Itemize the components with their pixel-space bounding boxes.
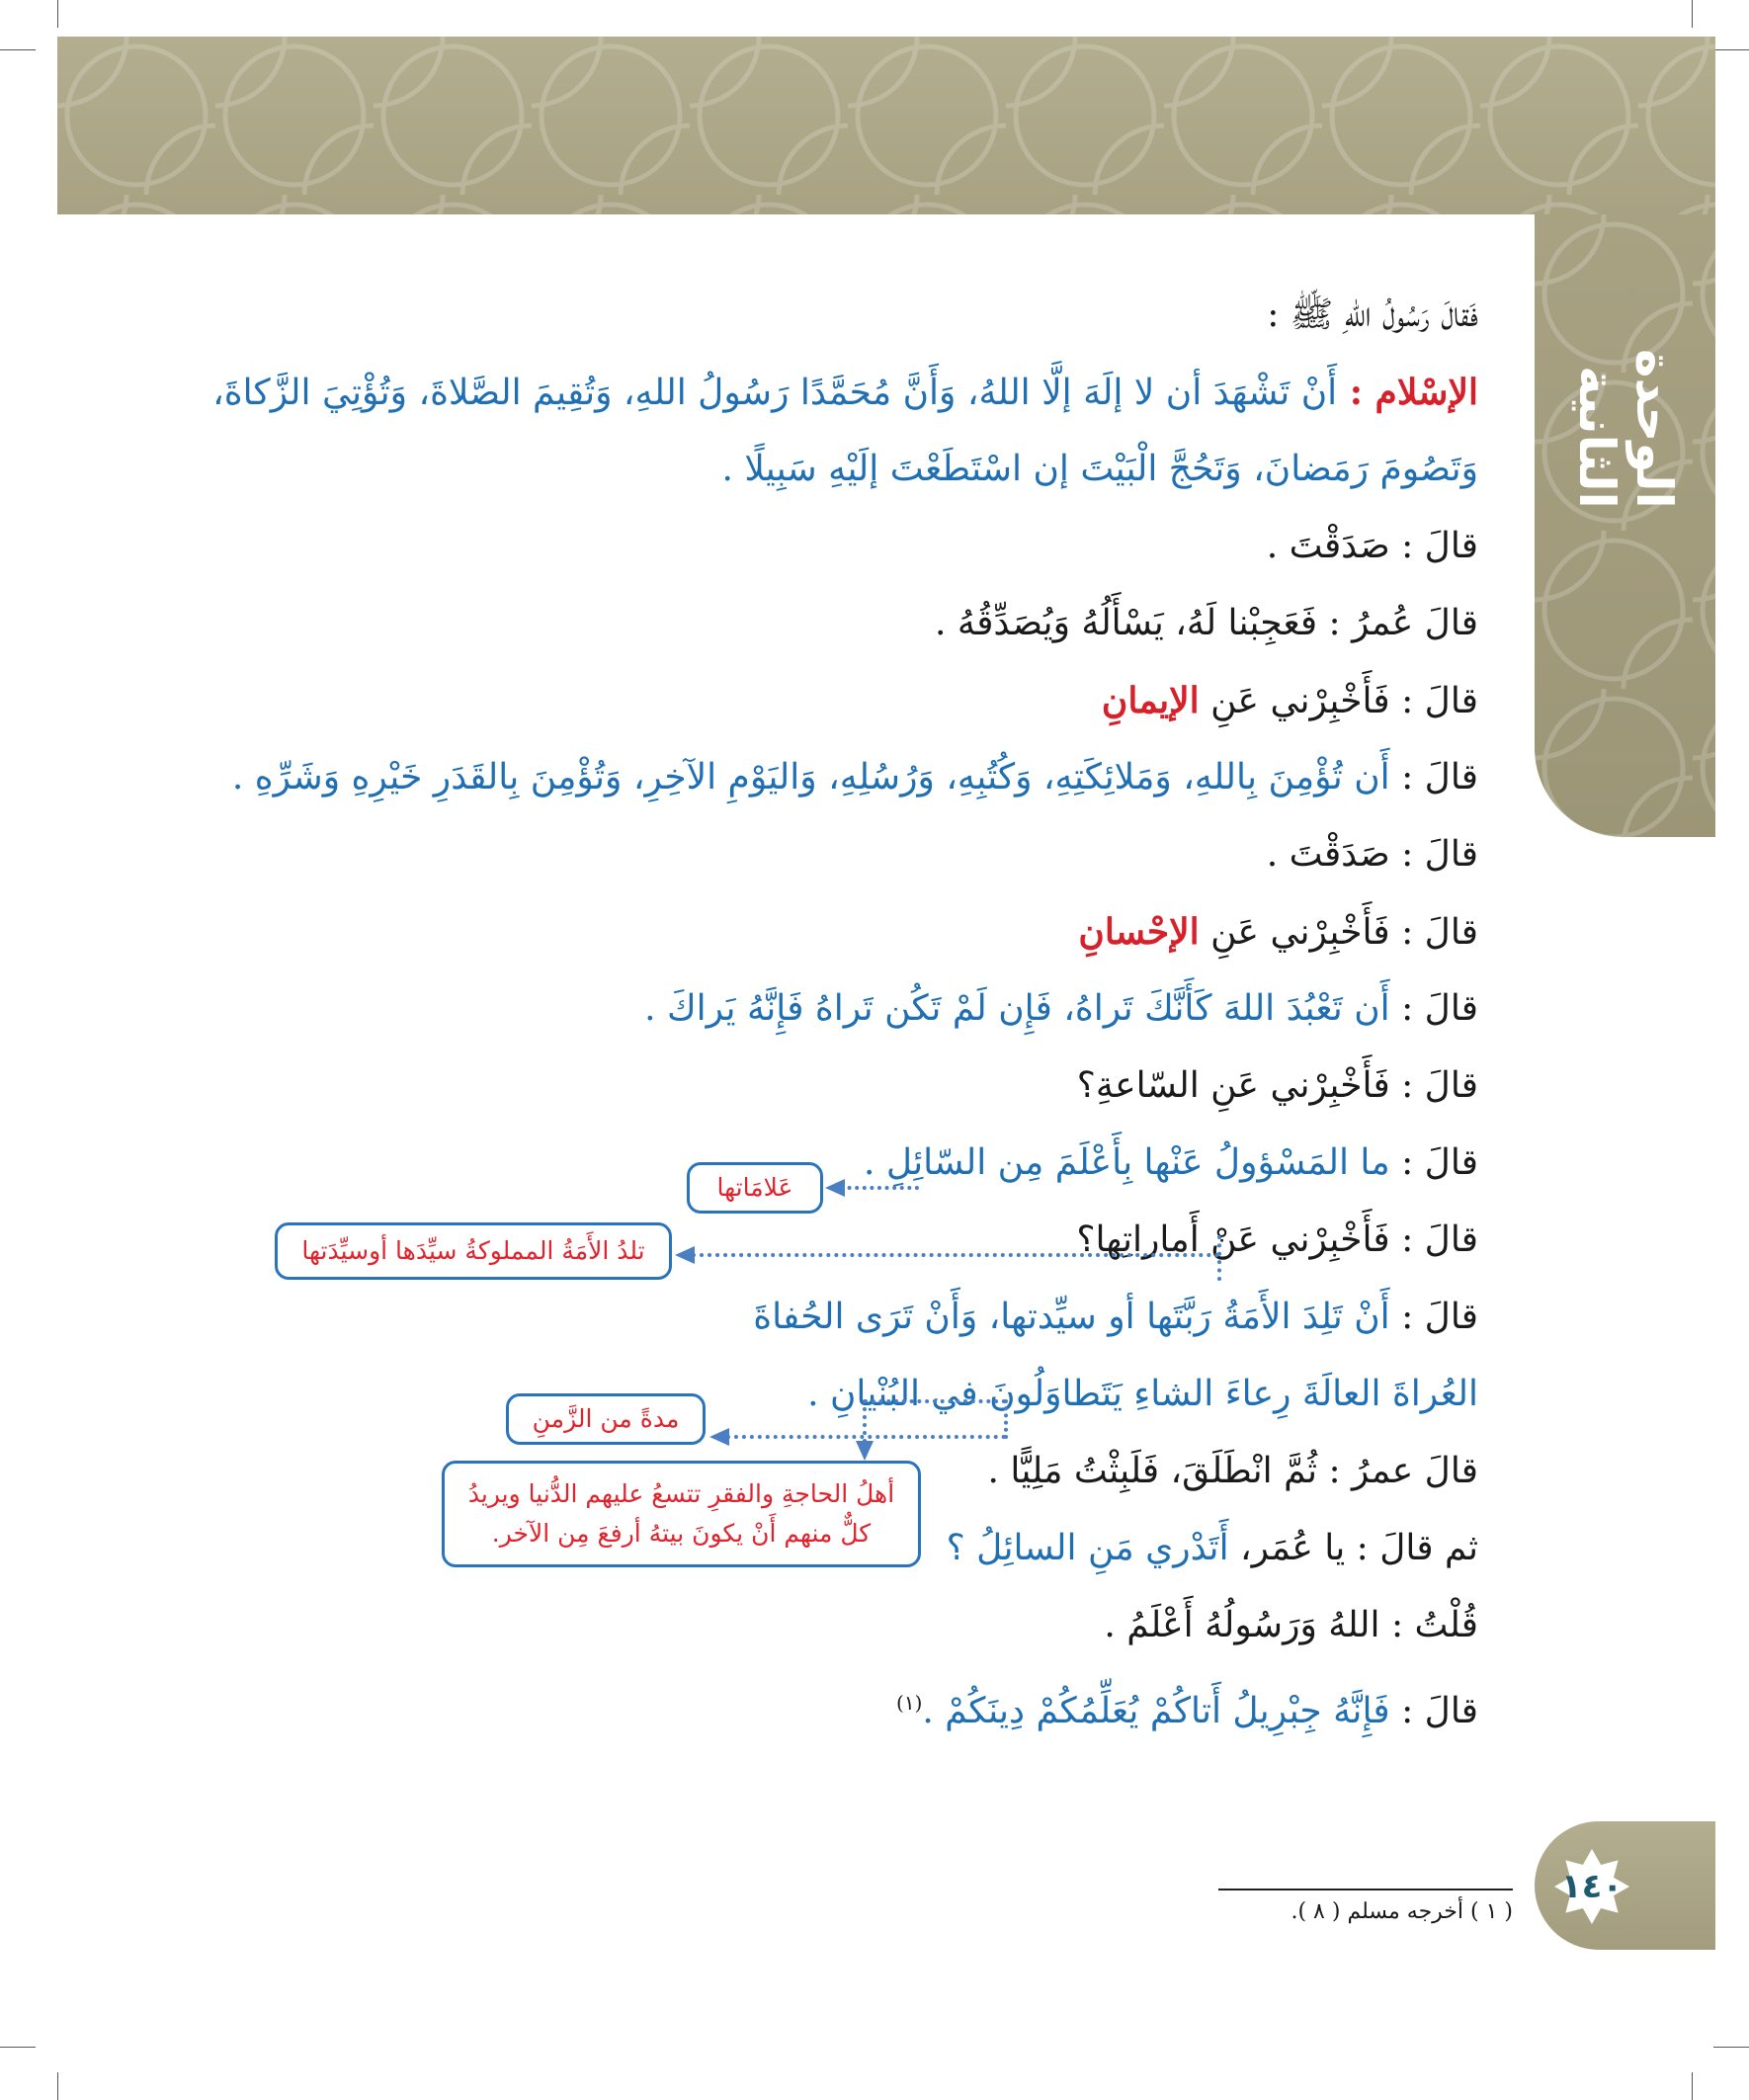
text-line (221, 1587, 1478, 1664)
text-segment: قالَ عُمرُ : فَعَجِبْنا لَهُ، يَسْأَلُهُ وَيُصَدِّقُهُ . (935, 603, 1478, 643)
text-segment: أَتَدْري مَنِ السائِلُ ؟ (946, 1528, 1229, 1568)
crop-mark (0, 2047, 36, 2048)
header-band (57, 37, 1715, 214)
crop-mark (57, 0, 58, 28)
text-segment: قالَ عمرُ : ثُمَّ انْطَلَقَ، فَلَبِثْتُ مَلِيًّا . (987, 1451, 1478, 1491)
text-segment: قالَ : (1389, 1691, 1478, 1731)
arrow-left-icon (825, 1179, 845, 1197)
footnote: ( ١ ) أخرجه مسلم ( ٨ ). (1291, 1899, 1513, 1924)
text-segment: قالَ : (1389, 988, 1478, 1029)
crop-mark (1713, 2047, 1749, 2048)
text-segment: ما المَسْؤولُ عَنْها بِأَعْلَمَ مِن السّائِلِ . (863, 1142, 1390, 1183)
text-line (221, 1125, 1478, 1202)
islamic-pattern (57, 37, 1715, 214)
text-segment: أَن تُؤْمِنَ بِاللهِ، وَمَلائِكَتِهِ، وَكُتُبِهِ، وَرُسُلِهِ، وَاليَوْمِ الآخِرِ، وَتُؤْمِنَ بِالقَدَرِ خَيْرِهِ وَشَرِّهِ . (231, 757, 1390, 798)
text-segment: أَنْ تَلِدَ الأَمَةُ رَبَّتَها أو سيِّدتها، وَأَنْ تَرَى الحُفاةَ (753, 1297, 1390, 1337)
text-segment: فَإِنَّهُ جِبْرِيلُ أَتاكُمْ يُعَلِّمُكُمْ دِينَكُمْ . (922, 1691, 1390, 1731)
text-segment: قالَ : صَدَقْتَ . (1266, 834, 1478, 875)
connector-line (1004, 1399, 1008, 1439)
text-segment: أَن تَعْبُدَ اللهَ كَأَنَّكَ تَراهُ، فَإِن لَمْ تَكُن تَراهُ فَإِنَّهُ يَراكَ . (644, 988, 1390, 1029)
crop-mark (57, 2072, 58, 2100)
note-period: مدةً من الزَّمنِ (506, 1393, 706, 1445)
text-line (221, 816, 1478, 893)
footnote-ref: (١) (896, 1691, 923, 1715)
text-segment: قالَ : فَأَخْبِرْني عَنِ السّاعةِ؟ (1076, 1065, 1478, 1106)
keyword: الإحْسانِ (1078, 911, 1200, 953)
keyword: الإيمانِ (1101, 680, 1200, 721)
text-segment: أَنْ تَشْهَدَ أن لا إلَهَ إلَّا اللهُ، وَأَنَّ مُحَمَّدًا رَسُولُ اللهِ، وَتُقِيمَ الصَّلاةَ، وَتُؤْتِيَ الزَّكاةَ، (212, 373, 1338, 413)
crop-mark (1713, 49, 1749, 50)
text-segment: قالَ : فَأَخْبِرْني عَنِ (1199, 912, 1478, 953)
arrow-left-icon (675, 1246, 695, 1264)
crop-mark (1692, 2072, 1693, 2100)
crop-mark (1692, 0, 1693, 28)
text-segment: فَقالَ رَسُولُ اللهِ ﷺ : (1267, 294, 1478, 335)
text-segment: وَتَصُومَ رَمَضانَ، وَتَحُجَّ الْبَيْتَ إن اسْتَطَعْتَ إلَيْهِ سَبِيلًا . (721, 449, 1478, 489)
text-segment: قالَ : (1389, 1297, 1478, 1337)
text-segment: قالَ : (1389, 757, 1478, 798)
text-segment: قُلْتُ : اللهُ وَرَسُولُهُ أَعْلَمُ . (1104, 1605, 1478, 1645)
page-number: ١٤٠ (1560, 1867, 1624, 1906)
text-line (221, 508, 1478, 585)
text-line (221, 893, 1478, 970)
text-line (221, 431, 1478, 508)
connector-line (1217, 1235, 1221, 1281)
note-poor: أهلُ الحاجةِ والفقرِ تتسعُ عليهم الدُّنيا ويريدُ كلٌّ منهم أَنْ يكونَ بيتهُ أرفعَ مِن الآخر. (442, 1461, 921, 1567)
unit-title: الوحدة الثانية (1568, 349, 1683, 509)
text-line (221, 1664, 1478, 1741)
text-line (221, 1356, 1478, 1433)
crop-mark (0, 49, 36, 50)
connector-line (863, 1399, 867, 1443)
text-line (221, 1048, 1478, 1125)
text-segment: قالَ : فَأَخْبِرْني عَنْ أَماراتِها؟ (1076, 1219, 1478, 1260)
text-segment: قالَ : فَأَخْبِرْني عَنِ (1199, 681, 1478, 721)
text-line (221, 585, 1478, 662)
connector-line (840, 1186, 919, 1190)
footnote-divider (1218, 1889, 1513, 1890)
connector-line (864, 1399, 1006, 1403)
text-line (221, 662, 1478, 739)
arrow-down-icon (856, 1441, 874, 1461)
text-segment: قالَ : (1389, 1142, 1478, 1183)
text-line (221, 277, 1478, 354)
text-segment: قالَ : صَدَقْتَ . (1266, 526, 1478, 566)
text-line (221, 1279, 1478, 1356)
text-line (212, 354, 1478, 431)
text-segment: ثم قالَ : يا عُمَر، (1228, 1528, 1478, 1568)
arrow-left-icon (709, 1428, 729, 1446)
note-mother: تلدُ الأَمَةُ المملوكةُ سيِّدَها أوسيِّدَتها (275, 1222, 672, 1280)
keyword: الإسْلام : (1337, 372, 1478, 413)
text-segment: العُراةَ العالَةَ رِعاءَ الشاءِ يَتَطاوَلُونَ في البُنْيانِ . (807, 1374, 1478, 1414)
text-line (221, 970, 1478, 1048)
text-line (221, 739, 1478, 816)
note-signs: عَلامَاتها (687, 1162, 823, 1214)
connector-line (692, 1253, 1219, 1257)
